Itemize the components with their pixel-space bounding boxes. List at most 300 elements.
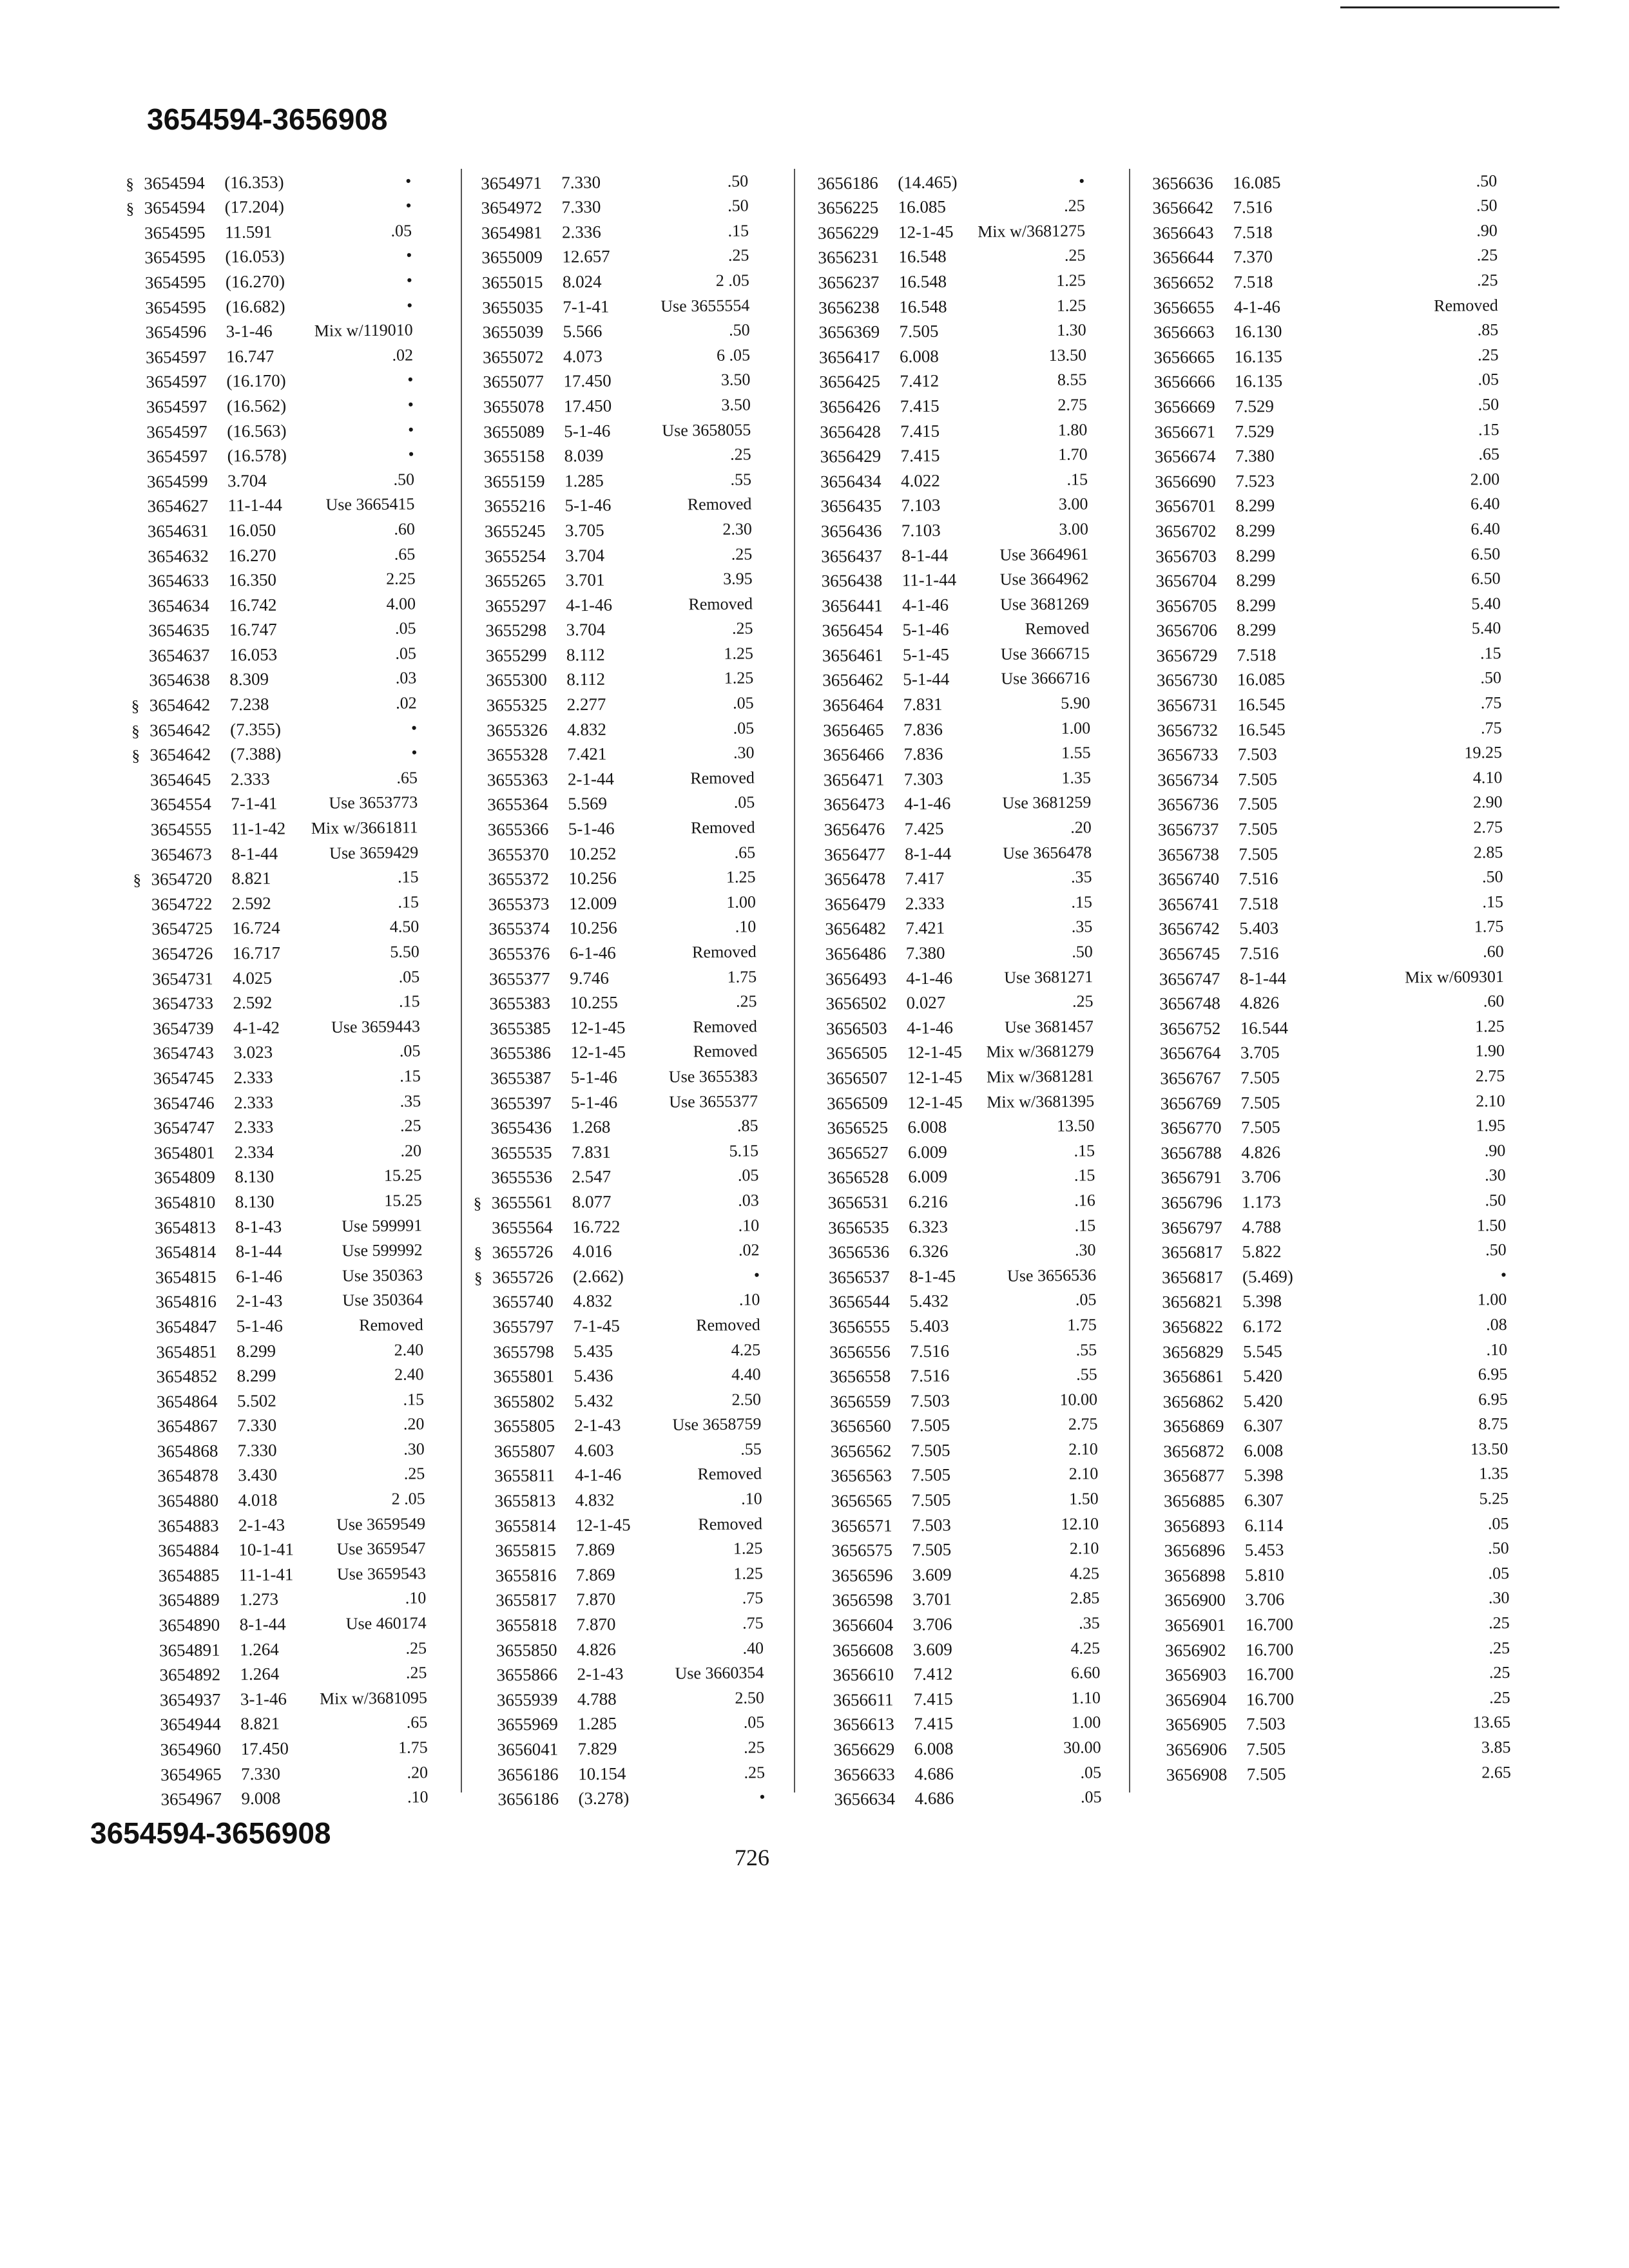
part-note: .25 xyxy=(1477,345,1499,365)
part-number: 3655807 xyxy=(494,1441,555,1461)
part-number: 3655265 xyxy=(485,570,546,591)
part-entry-row xyxy=(479,1757,765,1785)
part-note: • xyxy=(759,1787,766,1807)
part-value: 7.870 xyxy=(576,1590,616,1610)
part-note: .05 xyxy=(733,793,755,812)
part-number: 3654815 xyxy=(155,1267,217,1287)
part-note: .02 xyxy=(392,345,414,365)
part-value: 7.831 xyxy=(903,694,943,715)
part-number: 3654720 xyxy=(151,869,213,889)
part-note: .25 xyxy=(1064,245,1086,265)
part-number: 3655325 xyxy=(486,695,548,715)
part-number: 3656225 xyxy=(817,197,879,218)
part-note: 1.70 xyxy=(1058,445,1088,464)
part-value: 16.085 xyxy=(1233,172,1281,193)
part-entry-row xyxy=(815,1733,1101,1760)
part-value: 5-1-44 xyxy=(903,669,950,689)
part-entry-row xyxy=(468,713,754,740)
part-note: Use 3681269 xyxy=(1000,594,1090,614)
part-entry-row xyxy=(138,1310,423,1338)
part-entry-row xyxy=(807,912,1092,939)
part-value: 6.307 xyxy=(1244,1490,1284,1510)
part-number: 3654596 xyxy=(145,322,207,342)
part-entry-row xyxy=(466,489,751,517)
part-entry-row xyxy=(814,1558,1099,1586)
part-entry-row xyxy=(131,738,417,765)
part-number: 3656544 xyxy=(829,1291,891,1312)
part-number: 3656562 xyxy=(830,1441,892,1461)
part-value: 5-1-46 xyxy=(902,619,949,640)
part-number: 3654891 xyxy=(159,1640,220,1660)
part-entry-row xyxy=(469,787,755,815)
part-value: 16.050 xyxy=(227,520,276,541)
part-number: 3656231 xyxy=(818,247,880,268)
part-number: 3656829 xyxy=(1162,1341,1224,1362)
part-number: 3656486 xyxy=(825,943,887,964)
part-entry-row xyxy=(1139,787,1502,816)
part-note: 5.25 xyxy=(1479,1489,1509,1508)
part-note: 2.75 xyxy=(1475,1066,1505,1086)
part-value: 2-1-44 xyxy=(567,769,615,789)
part-value: 2.334 xyxy=(234,1142,274,1162)
part-value: 7.421 xyxy=(567,744,607,764)
part-value: 10.252 xyxy=(568,843,617,863)
part-entry-row xyxy=(801,365,1086,392)
part-number: 3656525 xyxy=(827,1117,889,1138)
part-entry-row xyxy=(1137,439,1499,468)
part-entry-row xyxy=(479,1707,764,1735)
part-number: 3656441 xyxy=(821,595,883,616)
part-note: Use 3658759 xyxy=(672,1414,762,1434)
part-value: 2.333 xyxy=(233,1067,273,1088)
part-value: 7.103 xyxy=(901,495,941,515)
part-value: 7.516 xyxy=(1233,197,1273,217)
part-value: 5.566 xyxy=(563,321,602,341)
part-entry-row xyxy=(808,1036,1094,1064)
part-value: 8.821 xyxy=(240,1714,280,1734)
part-value: 4.826 xyxy=(576,1639,616,1659)
part-note: 1.25 xyxy=(726,867,756,887)
part-value: 4-1-46 xyxy=(565,595,613,615)
part-number: 3656636 xyxy=(1152,173,1213,193)
part-number: 3656041 xyxy=(497,1739,559,1760)
part-note: 2.90 xyxy=(1472,793,1503,812)
part-number: 3655374 xyxy=(488,919,550,939)
part-number: 3656817 xyxy=(1161,1267,1223,1287)
part-note: • xyxy=(753,1265,760,1285)
part-note: 1.75 xyxy=(1474,917,1504,936)
part-note: .85 xyxy=(737,1116,758,1135)
part-note: .25 xyxy=(731,544,753,564)
part-entry-row xyxy=(804,639,1090,666)
section-mark: § xyxy=(126,175,134,193)
part-number: 3656904 xyxy=(1165,1689,1227,1710)
part-value: 1.285 xyxy=(564,470,604,491)
part-note: .02 xyxy=(396,693,417,713)
part-note: .10 xyxy=(740,1489,762,1508)
part-value: 9.746 xyxy=(570,968,610,988)
part-note: Use 3656536 xyxy=(1007,1265,1097,1285)
part-value: 7.518 xyxy=(1233,222,1273,242)
part-number: 3654889 xyxy=(159,1590,220,1611)
part-entry-row xyxy=(1136,389,1499,418)
part-value: 0.027 xyxy=(906,992,946,1013)
part-entry-row xyxy=(806,862,1092,890)
part-entry-row xyxy=(803,539,1088,566)
part-value: 5.398 xyxy=(1242,1291,1282,1311)
part-note: .25 xyxy=(405,1638,427,1658)
part-value: 16.747 xyxy=(226,346,275,367)
part-value: 2.592 xyxy=(231,893,271,914)
part-note: 3.50 xyxy=(720,370,751,390)
part-entry-row xyxy=(800,315,1086,343)
part-value: 5.432 xyxy=(574,1390,613,1410)
part-number: 3656634 xyxy=(834,1789,896,1809)
part-entry-row xyxy=(809,1160,1095,1188)
part-entry-row xyxy=(470,812,755,840)
part-value: 4-1-42 xyxy=(233,1017,280,1038)
part-number: 3655740 xyxy=(492,1291,554,1312)
part-value: 6.008 xyxy=(907,1117,947,1137)
part-number: 3654868 xyxy=(157,1441,218,1461)
part-note: .15 xyxy=(1071,892,1093,912)
part-value: 7.303 xyxy=(903,769,943,789)
part-number: 3654554 xyxy=(150,794,211,815)
part-note: .75 xyxy=(1480,718,1502,737)
part-note: .50 xyxy=(1476,196,1498,215)
part-note: 4.25 xyxy=(731,1340,761,1360)
part-entry-row xyxy=(469,763,755,791)
part-value: 12-1-45 xyxy=(575,1515,631,1535)
part-value: 7.330 xyxy=(237,1415,277,1436)
part-value: 8-1-44 xyxy=(235,1241,282,1262)
part-number: 3655072 xyxy=(482,347,544,367)
part-entry-row xyxy=(137,1260,423,1287)
part-entry-row xyxy=(126,216,412,244)
part-entry-row xyxy=(1147,1633,1510,1661)
part-value: 7.103 xyxy=(901,520,941,541)
part-number: 3656791 xyxy=(1161,1168,1222,1188)
part-number: 3656426 xyxy=(819,396,881,417)
part-note: .30 xyxy=(1485,1166,1506,1185)
part-note: .05 xyxy=(1075,1290,1097,1309)
part-entry-row xyxy=(135,1061,421,1089)
part-entry-row xyxy=(127,265,412,293)
part-note: .35 xyxy=(1079,1613,1100,1633)
part-number: 3656505 xyxy=(826,1043,888,1064)
part-value: 8.299 xyxy=(1236,595,1276,615)
part-entry-row xyxy=(471,961,757,989)
part-number: 3655300 xyxy=(486,670,547,691)
part-note: .03 xyxy=(395,668,417,688)
part-number: 3655818 xyxy=(496,1615,557,1635)
part-entry-row xyxy=(1142,1135,1505,1164)
part-value: 8.299 xyxy=(1235,495,1275,515)
part-note: .50 xyxy=(1485,1240,1507,1260)
part-entry-row xyxy=(1143,1185,1506,1213)
part-number: 3654884 xyxy=(158,1540,220,1561)
part-number: 3654725 xyxy=(151,919,213,939)
part-number: 3656509 xyxy=(827,1093,888,1113)
part-note: .16 xyxy=(1074,1191,1095,1210)
part-value: 8.299 xyxy=(1235,521,1275,541)
part-entry-row xyxy=(1148,1757,1511,1785)
part-value: 6.009 xyxy=(907,1142,947,1162)
part-number: 3655805 xyxy=(494,1416,555,1436)
part-entry-row xyxy=(140,1558,426,1586)
part-note: .05 xyxy=(1478,370,1499,389)
part-entry-row xyxy=(474,1210,759,1238)
part-value: 8-1-44 xyxy=(239,1614,286,1635)
part-note: .08 xyxy=(1486,1314,1507,1334)
part-entry-row xyxy=(1146,1459,1509,1487)
part-value: 6.172 xyxy=(1242,1316,1282,1336)
part-number: 3656861 xyxy=(1162,1366,1224,1387)
part-value: 2.333 xyxy=(230,769,270,789)
part-value: 7.505 xyxy=(911,1490,951,1510)
part-note: .05 xyxy=(733,693,754,713)
part-entry-row xyxy=(130,564,415,591)
part-entry-row xyxy=(1145,1384,1508,1412)
part-note: .25 xyxy=(1476,245,1498,265)
part-value: 3.704 xyxy=(566,620,606,640)
part-entry-row xyxy=(816,1782,1101,1810)
part-number: 3654642 xyxy=(149,744,211,765)
part-number: 3654595 xyxy=(144,222,206,243)
part-note: .25 xyxy=(730,445,751,464)
part-value: 7.836 xyxy=(903,744,943,764)
part-number: 3656428 xyxy=(820,421,881,442)
part-number: 3656741 xyxy=(1158,894,1220,914)
part-value: 7.870 xyxy=(576,1614,616,1635)
part-number: 3656665 xyxy=(1153,347,1215,367)
part-entry-row xyxy=(126,166,411,193)
part-number: 3655297 xyxy=(485,595,546,616)
part-value: 8.299 xyxy=(236,1365,276,1386)
part-number: 3656644 xyxy=(1153,247,1214,268)
part-entry-row xyxy=(467,514,752,542)
part-number: 3656493 xyxy=(825,968,887,989)
part-value: 4-1-46 xyxy=(906,968,953,988)
part-value: 1.273 xyxy=(239,1590,279,1610)
part-entry-row xyxy=(1139,762,1502,791)
part-value: 6.216 xyxy=(908,1191,948,1212)
part-value: 16.545 xyxy=(1237,719,1286,740)
part-number: 3656666 xyxy=(1153,372,1215,392)
part-entry-row xyxy=(800,290,1086,318)
part-entry-row xyxy=(139,1459,425,1486)
part-number: 3654747 xyxy=(153,1117,215,1138)
part-note: 2.85 xyxy=(1473,842,1503,862)
part-number: 3654731 xyxy=(152,968,213,989)
part-number: 3656655 xyxy=(1153,297,1215,318)
part-number: 3656237 xyxy=(818,272,880,293)
part-entry-row xyxy=(465,414,751,442)
part-number: 3655363 xyxy=(487,769,548,790)
part-value: 3.704 xyxy=(227,470,267,491)
part-entry-row xyxy=(813,1459,1098,1486)
part-number: 3654746 xyxy=(153,1093,215,1113)
part-entry-row xyxy=(479,1682,764,1710)
part-note: 1.75 xyxy=(727,966,757,986)
part-note: 1.90 xyxy=(1475,1041,1505,1061)
part-number: 3654673 xyxy=(150,844,212,865)
part-number: 3656229 xyxy=(817,222,879,243)
part-number: 3655969 xyxy=(497,1714,558,1735)
part-value: 16.085 xyxy=(898,197,947,217)
part-note: .50 xyxy=(727,171,749,191)
part-number: 3656869 xyxy=(1162,1416,1224,1436)
part-entry-row xyxy=(1139,663,1501,691)
part-value: 1.268 xyxy=(571,1117,611,1137)
part-note: .25 xyxy=(1489,1613,1510,1633)
part-value: 5-1-46 xyxy=(236,1316,283,1336)
part-value: 11.591 xyxy=(224,222,273,242)
part-number: 3654847 xyxy=(155,1316,217,1337)
part-number: 3654555 xyxy=(150,819,212,840)
part-entry-row xyxy=(1136,414,1499,443)
part-note: 4.40 xyxy=(731,1365,761,1384)
part-value: 1.285 xyxy=(577,1714,617,1734)
part-number: 3655077 xyxy=(483,372,545,392)
part-number: 3656737 xyxy=(1157,819,1219,840)
part-entry-row xyxy=(806,837,1092,865)
part-number: 3656663 xyxy=(1153,322,1215,342)
part-entry-row xyxy=(804,688,1090,716)
part-entry-row xyxy=(133,812,418,840)
part-note: Removed xyxy=(690,818,755,838)
part-entry-row xyxy=(799,191,1084,218)
part-number: 3656908 xyxy=(1166,1764,1228,1785)
part-number: 3654880 xyxy=(157,1490,219,1511)
part-number: 3656462 xyxy=(822,670,883,691)
part-number: 3656476 xyxy=(824,819,885,840)
part-number: 3656604 xyxy=(832,1615,894,1635)
parts-column-1 xyxy=(126,166,429,1810)
part-value: 5-1-45 xyxy=(902,644,950,665)
part-note: .05 xyxy=(398,966,420,986)
part-note: .10 xyxy=(405,1588,427,1608)
part-entry-row xyxy=(1141,936,1503,965)
part-number: 3655816 xyxy=(495,1565,557,1586)
part-note: .50 xyxy=(1072,942,1093,961)
part-entry-row xyxy=(139,1434,425,1462)
page-number: 726 xyxy=(735,1845,769,1870)
part-entry-row xyxy=(137,1186,422,1213)
part-entry-row xyxy=(1137,564,1500,592)
part-note: .50 xyxy=(1476,171,1498,190)
part-value: 7.370 xyxy=(1233,247,1273,267)
part-value: (5.469) xyxy=(1242,1266,1293,1287)
part-number: 3654645 xyxy=(149,769,211,790)
part-note: 1.25 xyxy=(1056,295,1086,315)
part-number: 3655373 xyxy=(488,894,550,914)
part-note: 2.40 xyxy=(394,1340,424,1360)
part-note: .55 xyxy=(1075,1365,1097,1384)
part-entry-row xyxy=(811,1360,1097,1387)
part-number: 3654632 xyxy=(148,546,209,566)
part-note: Use 3659547 xyxy=(336,1539,426,1559)
part-number: 3656821 xyxy=(1162,1292,1223,1312)
part-number: 3655035 xyxy=(482,297,543,318)
part-number: 3654634 xyxy=(148,595,209,616)
part-entry-row xyxy=(800,265,1086,293)
part-note: 2.50 xyxy=(735,1688,765,1707)
part-note: Removed xyxy=(690,768,755,788)
part-value: 12-1-45 xyxy=(907,1091,963,1112)
part-value: 7.412 xyxy=(900,371,940,391)
part-value: 4-1-46 xyxy=(904,794,951,814)
part-note: 30.00 xyxy=(1063,1738,1101,1757)
part-number: 3656434 xyxy=(820,471,882,492)
part-number: 3654743 xyxy=(153,1043,215,1064)
part-note: 13.50 xyxy=(1048,345,1087,365)
part-number: 3655564 xyxy=(492,1217,553,1238)
part-note: Use 3655383 xyxy=(668,1066,758,1086)
part-value: 7-1-41 xyxy=(563,296,610,316)
part-number: 3656893 xyxy=(1164,1515,1226,1536)
part-note: • xyxy=(405,196,412,215)
part-number: 3656502 xyxy=(825,993,887,1014)
part-entry-row xyxy=(805,738,1090,765)
part-note: .15 xyxy=(1482,892,1504,912)
part-value: 2.592 xyxy=(233,992,273,1013)
part-value: 4.832 xyxy=(573,1291,613,1311)
part-entry-row xyxy=(465,390,751,418)
part-value: 4-1-46 xyxy=(906,1017,954,1038)
part-value: 7.505 xyxy=(1240,1092,1280,1113)
part-number: 3655817 xyxy=(496,1590,557,1611)
part-number: 3656877 xyxy=(1163,1466,1225,1486)
part-value: 5-1-46 xyxy=(564,421,611,441)
part-entry-row xyxy=(1144,1285,1507,1313)
part-entry-row xyxy=(463,216,749,244)
part-value: 16.548 xyxy=(899,296,947,316)
part-value: 4-1-46 xyxy=(1233,296,1280,317)
part-entry-row xyxy=(475,1360,760,1387)
part-entry-row xyxy=(811,1285,1096,1312)
part-number: 3656669 xyxy=(1154,396,1215,417)
part-note: 13.65 xyxy=(1472,1713,1511,1732)
part-value: 7.415 xyxy=(913,1689,953,1709)
part-entry-row xyxy=(1141,1011,1504,1039)
part-note: .90 xyxy=(1484,1140,1506,1160)
part-value: 3.609 xyxy=(912,1639,952,1659)
part-note: .10 xyxy=(738,1215,760,1235)
part-note: .65 xyxy=(406,1713,428,1732)
part-entry-row xyxy=(137,1285,423,1312)
part-note: 1.10 xyxy=(1071,1688,1101,1707)
part-value: 3.701 xyxy=(565,570,605,590)
part-value: (16.563) xyxy=(227,420,287,441)
part-number: 3656565 xyxy=(831,1490,892,1511)
part-value: 7.505 xyxy=(1240,1117,1280,1137)
part-number: 3654878 xyxy=(157,1466,218,1486)
part-entry-row xyxy=(134,937,419,965)
part-number: 3655326 xyxy=(486,720,548,740)
part-value: 7.831 xyxy=(571,1142,611,1162)
part-number: 3656745 xyxy=(1159,943,1220,964)
part-value: 11-1-42 xyxy=(231,818,286,839)
part-number: 3655372 xyxy=(488,869,550,889)
part-number: 3655366 xyxy=(487,819,549,840)
part-value: 8-1-44 xyxy=(901,545,949,565)
part-note: .10 xyxy=(735,917,757,937)
part-note: Use 3655554 xyxy=(660,295,750,316)
part-value: 6.323 xyxy=(909,1216,949,1236)
part-entry-row xyxy=(1141,961,1504,990)
part-note: .50 xyxy=(1478,395,1499,414)
